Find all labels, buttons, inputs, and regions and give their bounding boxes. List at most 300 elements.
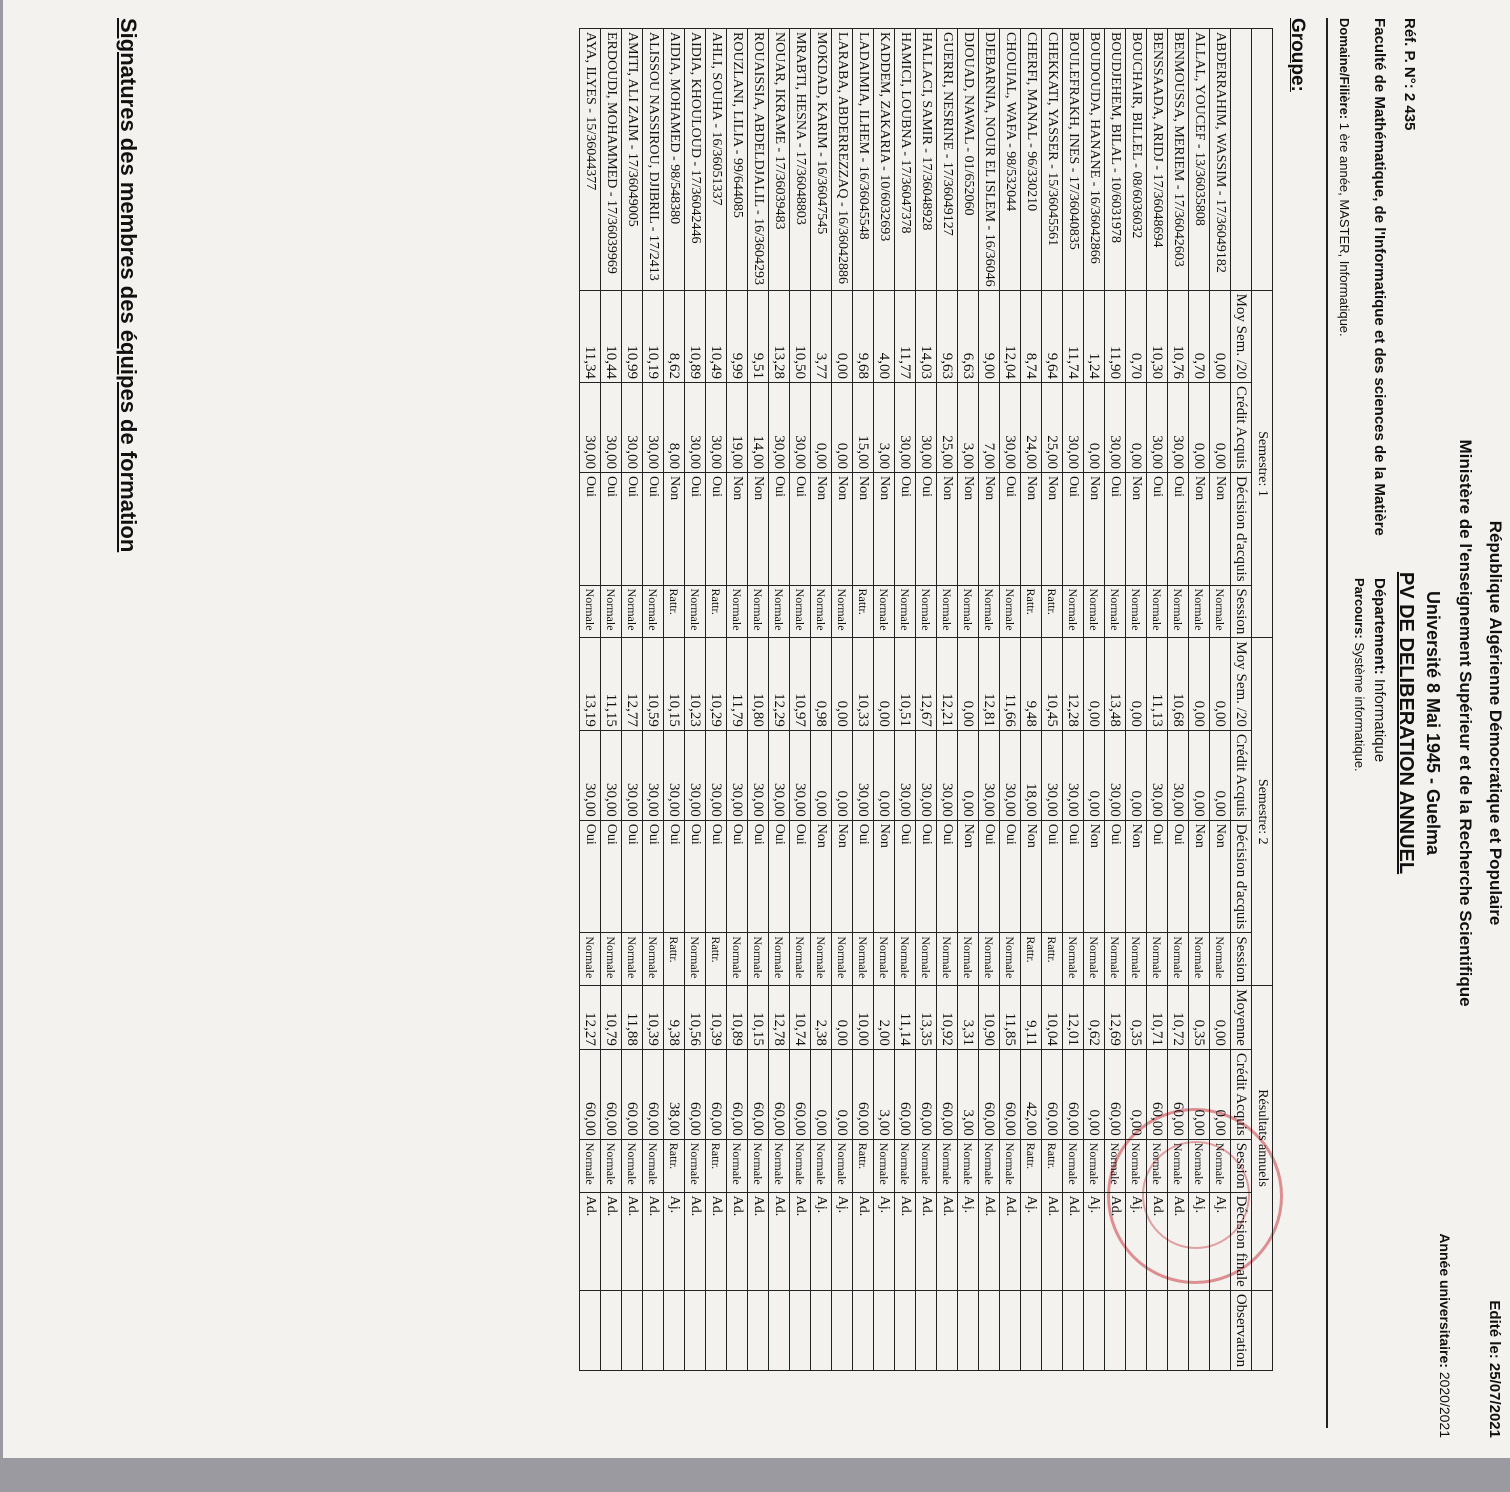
s1-credit-cell: 30,00: [1168, 383, 1189, 473]
s2-credit-cell: 30,00: [601, 730, 622, 820]
student-name-cell: BOULEFRAKH, INES - 17/36040835: [1063, 29, 1084, 291]
student-name-cell: ALISSOU NASSIROU, DJIBRIL - 17/2413: [643, 29, 664, 291]
s2-credit-cell: 30,00: [979, 730, 1000, 820]
annual-moyenne-cell: 0,35: [1189, 986, 1210, 1050]
observation-cell: [706, 1290, 727, 1370]
s2-credit-cell: 0,00: [1189, 730, 1210, 820]
s1-decision-cell: Oui: [790, 472, 811, 585]
s1-session-cell: Normale: [1189, 585, 1210, 638]
s1-moyenne-cell: 11,77: [895, 290, 916, 382]
s1-credit-cell: 30,00: [790, 383, 811, 473]
s1-moyenne-cell: 9,63: [937, 290, 958, 382]
s2-session-cell: Normale: [958, 933, 979, 986]
observation-cell: [958, 1290, 979, 1370]
final-decision-cell: Ad.: [769, 1192, 790, 1290]
s2-credit-cell: 30,00: [685, 730, 706, 820]
s2-moyenne-cell: 9,48: [1021, 638, 1042, 730]
annual-credit-cell: 0,00: [811, 1049, 832, 1139]
annual-session-cell: Rattr.: [1042, 1139, 1063, 1192]
s2-moyenne-cell: 0,00: [1210, 638, 1231, 730]
s2-session-cell: Normale: [790, 933, 811, 986]
s2-decision-cell: Non: [1189, 820, 1210, 933]
student-name-cell: BOUDOUDA, HANANE - 16/36042866: [1084, 29, 1105, 291]
s2-decision-cell: Oui: [580, 820, 601, 933]
annual-moyenne-cell: 12,78: [769, 986, 790, 1050]
student-name-cell: HALLACI, SAMIR - 17/36048928: [916, 29, 937, 291]
table-row: [1126, 29, 1147, 1371]
semester1-header: Semestre: 1: [1252, 290, 1273, 638]
s1-decision-cell: Non: [1126, 472, 1147, 585]
table-row: [664, 29, 685, 1371]
table-row: [1021, 29, 1042, 1371]
annual-session-header: Session: [1231, 1139, 1252, 1192]
table-row: [790, 29, 811, 1371]
s1-session-cell: Normale: [1168, 585, 1189, 638]
column-header-row: [1231, 29, 1252, 1371]
table-row: [685, 29, 706, 1371]
annual-moyenne-cell: 12,69: [1105, 986, 1126, 1050]
observation-cell: [916, 1290, 937, 1370]
s2-session-cell: Normale: [622, 933, 643, 986]
s2-session-cell: Normale: [874, 933, 895, 986]
s2-moyenne-cell: 0,00: [832, 638, 853, 730]
s2-credit-cell: 30,00: [622, 730, 643, 820]
annual-moyenne-cell: 10,39: [706, 986, 727, 1050]
annual-moyenne-cell: 13,35: [916, 986, 937, 1050]
s1-moyenne-cell: 11,34: [580, 290, 601, 382]
s2-decision-cell: Non: [1084, 820, 1105, 933]
annual-credit-cell: 0,00: [1210, 1049, 1231, 1139]
s1-decision-cell: Oui: [706, 472, 727, 585]
republique-title: République Algérienne Démocratique et Populaire: [1486, 520, 1505, 926]
s1-credit-cell: 30,00: [685, 383, 706, 473]
s2-decision-cell: Oui: [937, 820, 958, 933]
s2-decision-cell: Oui: [664, 820, 685, 933]
annual-moyenne-cell: 11,88: [622, 986, 643, 1050]
s1-credit-header: Crédit Acquis: [1231, 383, 1252, 473]
s2-decision-cell: Oui: [853, 820, 874, 933]
table-row: [874, 29, 895, 1371]
table-row: [1105, 29, 1126, 1371]
s1-moyenne-cell: 11,74: [1063, 290, 1084, 382]
s1-moyenne-cell: 8,62: [664, 290, 685, 382]
s1-session-cell: Normale: [874, 585, 895, 638]
annual-session-cell: Normale: [1147, 1139, 1168, 1192]
student-name-cell: AMITI, ALI ZAIM - 17/36049005: [622, 29, 643, 291]
s2-credit-cell: 30,00: [853, 730, 874, 820]
s2-moyenne-cell: 11,15: [601, 638, 622, 730]
s1-session-cell: Normale: [790, 585, 811, 638]
s2-credit-cell: 30,00: [748, 730, 769, 820]
final-decision-cell: Aj.: [958, 1192, 979, 1290]
s2-decision-cell: Oui: [1147, 820, 1168, 933]
final-decision-cell: Ad.: [1147, 1192, 1168, 1290]
academic-year-label: Année universitaire:: [1437, 1233, 1453, 1368]
s1-session-cell: Rattr.: [1021, 585, 1042, 638]
final-decision-cell: Aj.: [832, 1192, 853, 1290]
student-name-cell: AIDIA, KHOULOUD - 17/36042446: [685, 29, 706, 291]
s1-moyenne-cell: 10,99: [622, 290, 643, 382]
faculty-name: Faculté de Mathématique, de l'Informatique et des sciences de la Matière: [1371, 18, 1388, 536]
student-name-cell: HAMICI, LOUBNA - 17/36047378: [895, 29, 916, 291]
annual-results-header: Résultats annuels: [1252, 986, 1273, 1291]
s1-session-cell: Normale: [1210, 585, 1231, 638]
s2-moyenne-cell: 13,48: [1105, 638, 1126, 730]
s1-moyenne-cell: 0,00: [1210, 290, 1231, 382]
annual-credit-cell: 60,00: [1168, 1049, 1189, 1139]
s2-session-cell: Normale: [748, 933, 769, 986]
student-name-cell: ALLAL, YOUCEF - 13/36035808: [1189, 29, 1210, 291]
domain-field: [1337, 18, 1352, 337]
s1-credit-cell: 0,00: [1189, 383, 1210, 473]
s1-moyenne-cell: 10,49: [706, 290, 727, 382]
academic-year-value: 2020/2021: [1437, 1371, 1453, 1438]
annual-credit-cell: 60,00: [853, 1049, 874, 1139]
s1-decision-cell: Non: [979, 472, 1000, 585]
s2-moyenne-cell: 10,59: [643, 638, 664, 730]
final-decision-cell: Aj.: [1126, 1192, 1147, 1290]
s2-session-cell: Normale: [895, 933, 916, 986]
s2-moyenne-cell: 13,19: [580, 638, 601, 730]
s1-decision-cell: Oui: [769, 472, 790, 585]
s2-decision-cell: Non: [1210, 820, 1231, 933]
table-row: [916, 29, 937, 1371]
s2-credit-cell: 30,00: [580, 730, 601, 820]
s1-moyenne-cell: 14,03: [916, 290, 937, 382]
annual-session-cell: Normale: [1084, 1139, 1105, 1192]
annual-credit-cell: 3,00: [958, 1049, 979, 1139]
s1-credit-cell: 8,00: [664, 383, 685, 473]
s1-session-cell: Normale: [748, 585, 769, 638]
s2-moyenne-cell: 10,97: [790, 638, 811, 730]
domain-value: 1 ère année, MASTER, Informatique.: [1337, 122, 1352, 337]
s1-credit-cell: 14,00: [748, 383, 769, 473]
final-decision-cell: Ad.: [979, 1192, 1000, 1290]
s2-moyenne-cell: 12,77: [622, 638, 643, 730]
table-row: [1189, 29, 1210, 1371]
ministere-title: Ministère de l'enseignement Supérieur et de la Recherche Scientifique: [1456, 439, 1475, 1007]
final-decision-cell: Ad.: [1168, 1192, 1189, 1290]
observation-cell: [937, 1290, 958, 1370]
s2-session-cell: Normale: [1126, 933, 1147, 986]
observation-cell: [790, 1290, 811, 1370]
table-row: [853, 29, 874, 1371]
s1-credit-cell: 0,00: [1210, 383, 1231, 473]
s1-moyenne-cell: 0,00: [832, 290, 853, 382]
s1-credit-cell: 15,00: [853, 383, 874, 473]
s1-credit-cell: 30,00: [1063, 383, 1084, 473]
annual-session-cell: Normale: [790, 1139, 811, 1192]
observation-cell: [643, 1290, 664, 1370]
annual-session-cell: Normale: [769, 1139, 790, 1192]
final-decision-cell: Aj.: [874, 1192, 895, 1290]
s2-decision-cell: Oui: [1000, 820, 1021, 933]
s2-session-cell: Normale: [1084, 933, 1105, 986]
final-decision-cell: Ad.: [1063, 1192, 1084, 1290]
annual-session-cell: Normale: [958, 1139, 979, 1192]
annual-credit-cell: 0,00: [1189, 1049, 1210, 1139]
signatures-title: Signatures des membres des équipes de formation: [116, 18, 141, 553]
annual-moyenne-cell: 10,56: [685, 986, 706, 1050]
s1-moyenne-cell: 1,24: [1084, 290, 1105, 382]
s2-moyenne-cell: 10,15: [664, 638, 685, 730]
s1-credit-cell: 30,00: [601, 383, 622, 473]
s2-moyenne-cell: 0,00: [874, 638, 895, 730]
s1-decision-cell: Oui: [916, 472, 937, 585]
s2-credit-cell: 0,00: [832, 730, 853, 820]
department-value: Informatique: [1371, 678, 1388, 763]
annual-credit-cell: 60,00: [685, 1049, 706, 1139]
s1-moyenne-cell: 10,89: [685, 290, 706, 382]
student-name-cell: NOUAR, IKRAME - 17/36039483: [769, 29, 790, 291]
s2-credit-cell: 0,00: [811, 730, 832, 820]
s2-session-cell: Rattr.: [706, 933, 727, 986]
s2-decision-cell: Oui: [790, 820, 811, 933]
s1-decision-cell: Oui: [622, 472, 643, 585]
final-decision-cell: Ad.: [1000, 1192, 1021, 1290]
s1-decision-cell: Non: [958, 472, 979, 585]
annual-moyenne-cell: 10,39: [643, 986, 664, 1050]
student-name-cell: ERDOUDI, MOHAMMED - 17/36039969: [601, 29, 622, 291]
s1-moyenne-cell: 8,74: [1021, 290, 1042, 382]
s2-credit-cell: 30,00: [1168, 730, 1189, 820]
observation-cell: [1189, 1290, 1210, 1370]
s2-moyenne-cell: 10,51: [895, 638, 916, 730]
s1-moy-header: Moy Sem. /20: [1231, 290, 1252, 382]
s2-session-cell: Normale: [685, 933, 706, 986]
annual-credit-cell: 0,00: [832, 1049, 853, 1139]
s1-credit-cell: 19,00: [727, 383, 748, 473]
final-decision-cell: Aj.: [1189, 1192, 1210, 1290]
table-row: [622, 29, 643, 1371]
observation-cell: [874, 1290, 895, 1370]
s1-session-cell: Normale: [916, 585, 937, 638]
s1-moyenne-cell: 9,68: [853, 290, 874, 382]
student-name-cell: BOUDJEHEM, BILAL - 10/6031978: [1105, 29, 1126, 291]
annual-moyenne-cell: 10,89: [727, 986, 748, 1050]
student-name-cell: LARABA, ABDERREZZAQ - 16/36042886: [832, 29, 853, 291]
s2-credit-cell: 0,00: [958, 730, 979, 820]
s2-decision-cell: Oui: [979, 820, 1000, 933]
s1-session-cell: Normale: [1147, 585, 1168, 638]
s1-session-cell: Normale: [1126, 585, 1147, 638]
s1-decision-cell: Non: [853, 472, 874, 585]
s2-credit-cell: 30,00: [643, 730, 664, 820]
annual-credit-cell: 60,00: [601, 1049, 622, 1139]
s2-decision-cell: Oui: [643, 820, 664, 933]
s1-decision-cell: Non: [664, 472, 685, 585]
s1-moyenne-cell: 6,63: [958, 290, 979, 382]
s1-moyenne-cell: 0,70: [1126, 290, 1147, 382]
s1-decision-cell: Oui: [1063, 472, 1084, 585]
s1-decision-cell: Oui: [1000, 472, 1021, 585]
s2-credit-header: Crédit Acquis: [1231, 730, 1252, 820]
s2-decision-cell: Oui: [916, 820, 937, 933]
s2-moyenne-cell: 10,33: [853, 638, 874, 730]
student-name-cell: DJEBARNIA, NOUR EL ISLEM - 16/36046: [979, 29, 1000, 291]
s1-credit-cell: 30,00: [916, 383, 937, 473]
s2-moyenne-cell: 0,00: [1189, 638, 1210, 730]
s2-decision-cell: Non: [811, 820, 832, 933]
s1-credit-cell: 3,00: [958, 383, 979, 473]
annual-credit-cell: 0,00: [1126, 1049, 1147, 1139]
student-name-cell: ROUZLANI, LILIA - 99/644085: [727, 29, 748, 291]
s2-moyenne-cell: 10,68: [1168, 638, 1189, 730]
student-name-cell: MOKDAD, KARIM - 16/36047545: [811, 29, 832, 291]
annual-moyenne-cell: 0,00: [832, 986, 853, 1050]
s2-credit-cell: 30,00: [727, 730, 748, 820]
annual-session-cell: Rattr.: [853, 1139, 874, 1192]
annual-moyenne-cell: 11,85: [1000, 986, 1021, 1050]
s2-session-cell: Rattr.: [1042, 933, 1063, 986]
s1-decision-cell: Oui: [895, 472, 916, 585]
final-decision-cell: Aj.: [1084, 1192, 1105, 1290]
annual-moyenne-cell: 3,31: [958, 986, 979, 1050]
observation-cell: [1147, 1290, 1168, 1370]
s2-moyenne-cell: 10,80: [748, 638, 769, 730]
s2-credit-cell: 0,00: [874, 730, 895, 820]
annual-session-cell: Normale: [748, 1139, 769, 1192]
s1-session-cell: Rattr.: [853, 585, 874, 638]
annual-moyenne-cell: 10,74: [790, 986, 811, 1050]
s2-credit-cell: 30,00: [790, 730, 811, 820]
annual-session-cell: Normale: [895, 1139, 916, 1192]
s1-credit-cell: 30,00: [895, 383, 916, 473]
s1-decision-cell: Non: [727, 472, 748, 585]
s1-credit-cell: 0,00: [1084, 383, 1105, 473]
table-row: [580, 29, 601, 1371]
annual-credit-cell: 38,00: [664, 1049, 685, 1139]
table-row: [769, 29, 790, 1371]
s1-session-cell: Normale: [769, 585, 790, 638]
s2-decision-cell: Non: [874, 820, 895, 933]
s1-session-cell: Normale: [643, 585, 664, 638]
observation-cell: [853, 1290, 874, 1370]
final-decision-cell: Ad.: [916, 1192, 937, 1290]
table-row: [643, 29, 664, 1371]
s1-decision-cell: Non: [1189, 472, 1210, 585]
table-row: [601, 29, 622, 1371]
s1-credit-cell: 3,00: [874, 383, 895, 473]
table-row: [727, 29, 748, 1371]
annual-credit-cell: 60,00: [727, 1049, 748, 1139]
final-decision-cell: Ad.: [1042, 1192, 1063, 1290]
header-divider: [1326, 18, 1328, 1428]
deliberation-table: [579, 28, 1273, 1371]
annual-moyenne-cell: 10,92: [937, 986, 958, 1050]
s1-session-cell: Normale: [811, 585, 832, 638]
s2-moyenne-cell: 11,66: [1000, 638, 1021, 730]
observation-cell: [1042, 1290, 1063, 1370]
table-row: [1042, 29, 1063, 1371]
annual-credit-cell: 60,00: [790, 1049, 811, 1139]
s1-session-cell: Rattr.: [706, 585, 727, 638]
annual-moyenne-cell: 12,01: [1063, 986, 1084, 1050]
s2-session-cell: Normale: [937, 933, 958, 986]
observation-cell: [748, 1290, 769, 1370]
s2-session-cell: Normale: [643, 933, 664, 986]
annual-moyenne-cell: 0,62: [1084, 986, 1105, 1050]
s1-decision-header: Décision d'acquis: [1231, 472, 1252, 585]
annual-moyenne-cell: 10,00: [853, 986, 874, 1050]
table-row: [937, 29, 958, 1371]
group-header-row: [1252, 29, 1273, 1371]
s2-moyenne-cell: 12,81: [979, 638, 1000, 730]
annual-credit-cell: 60,00: [622, 1049, 643, 1139]
table-row: [1168, 29, 1189, 1371]
s2-credit-cell: 30,00: [895, 730, 916, 820]
s2-decision-cell: Oui: [1105, 820, 1126, 933]
semester2-header: Semestre: 2: [1252, 638, 1273, 986]
annual-credit-cell: 60,00: [1042, 1049, 1063, 1139]
table-row: [958, 29, 979, 1371]
annual-session-cell: Rattr.: [664, 1139, 685, 1192]
annual-credit-cell: 3,00: [874, 1049, 895, 1139]
s2-credit-cell: 0,00: [1126, 730, 1147, 820]
s1-decision-cell: Non: [811, 472, 832, 585]
s1-session-cell: Normale: [958, 585, 979, 638]
table-row: [895, 29, 916, 1371]
s1-moyenne-cell: 3,77: [811, 290, 832, 382]
table-row: [979, 29, 1000, 1371]
s1-decision-cell: Non: [1021, 472, 1042, 585]
final-decision-header: Décision finale: [1231, 1192, 1252, 1290]
s2-decision-cell: Non: [1126, 820, 1147, 933]
parcours-label: Parcours:: [1352, 578, 1367, 639]
parcours-value: Système informatique.: [1352, 642, 1367, 772]
annual-session-cell: Normale: [1126, 1139, 1147, 1192]
final-decision-cell: Ad.: [643, 1192, 664, 1290]
s2-decision-cell: Oui: [622, 820, 643, 933]
annual-session-cell: Normale: [811, 1139, 832, 1192]
s2-moyenne-cell: 0,00: [1084, 638, 1105, 730]
annual-session-cell: Normale: [874, 1139, 895, 1192]
annual-credit-cell: 60,00: [748, 1049, 769, 1139]
annual-session-cell: Normale: [1063, 1139, 1084, 1192]
s2-session-cell: Normale: [979, 933, 1000, 986]
observation-cell: [1021, 1290, 1042, 1370]
s1-decision-cell: Oui: [1168, 472, 1189, 585]
academic-year: [1437, 1233, 1453, 1438]
s2-session-cell: Rattr.: [1021, 933, 1042, 986]
student-name-cell: ROUAISSIA, ABDELDJALIL - 16/3604293: [748, 29, 769, 291]
s1-moyenne-cell: 11,90: [1105, 290, 1126, 382]
table-row: [1084, 29, 1105, 1371]
final-decision-cell: Aj.: [664, 1192, 685, 1290]
s1-moyenne-cell: 9,64: [1042, 290, 1063, 382]
s2-credit-cell: 30,00: [1042, 730, 1063, 820]
final-decision-cell: Ad.: [790, 1192, 811, 1290]
table-row: [748, 29, 769, 1371]
s2-session-header: Session: [1231, 933, 1252, 986]
annual-session-cell: Normale: [1210, 1139, 1231, 1192]
observation-cell: [622, 1290, 643, 1370]
annual-credit-cell: 60,00: [979, 1049, 1000, 1139]
annual-moyenne-cell: 9,11: [1021, 986, 1042, 1050]
s1-session-header: Session: [1231, 585, 1252, 638]
s2-moyenne-cell: 11,79: [727, 638, 748, 730]
s2-session-cell: Normale: [1168, 933, 1189, 986]
s1-credit-cell: 24,00: [1021, 383, 1042, 473]
s1-decision-cell: Non: [937, 472, 958, 585]
student-name-cell: ABDERRAHIM, WASSIM - 17/36049182: [1210, 29, 1231, 291]
s1-credit-cell: 30,00: [580, 383, 601, 473]
s2-session-cell: Normale: [1189, 933, 1210, 986]
s2-moyenne-cell: 11,13: [1147, 638, 1168, 730]
s1-moyenne-cell: 13,28: [769, 290, 790, 382]
s1-session-cell: Normale: [580, 585, 601, 638]
s2-decision-cell: Oui: [1042, 820, 1063, 933]
